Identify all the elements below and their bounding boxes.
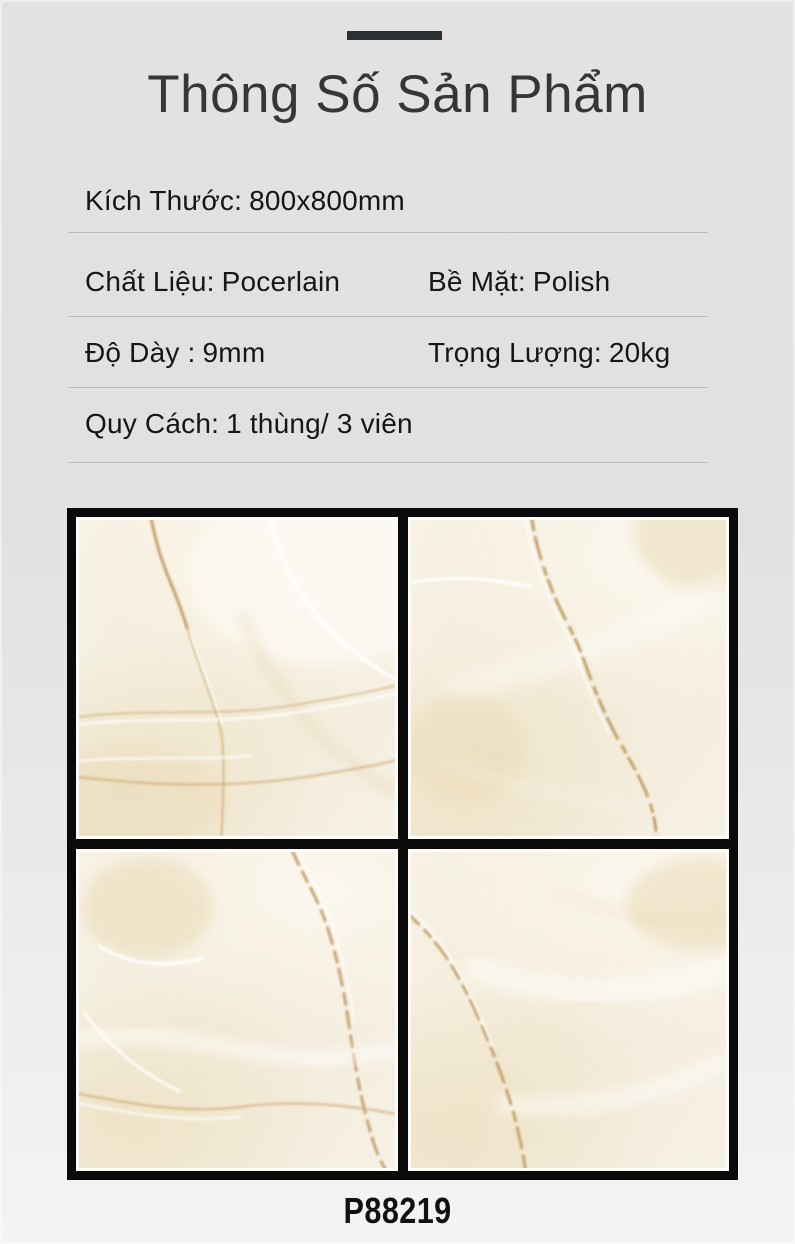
spec-value-thickness: 9mm [202, 337, 266, 368]
divider [68, 387, 708, 388]
spec-label-material: Chất Liệu: [85, 266, 215, 297]
product-code [0, 1190, 795, 1232]
divider [68, 316, 708, 317]
page-title: Thông Số Sản Phẩm [147, 65, 648, 124]
tile-image-top-right [408, 517, 730, 839]
spec-row-surface [428, 265, 610, 299]
product-image-grid [67, 508, 738, 1180]
spec-label-surface: Bề Mặt: [428, 266, 526, 297]
spec-value-surface: Polish [532, 266, 611, 297]
divider [68, 462, 708, 463]
spec-value-weight: 20kg [608, 337, 671, 368]
spec-row-size [85, 184, 405, 218]
spec-row-packing [85, 407, 413, 441]
product-code-text: P88219 [343, 1190, 452, 1231]
spec-label-packing: Quy Cách: [85, 408, 220, 439]
spec-label-size: Kích Thước: [85, 185, 243, 216]
tile-image-bottom-right [408, 849, 730, 1171]
spec-row-weight [428, 336, 670, 370]
spec-label-weight: Trọng Lượng: [428, 337, 602, 368]
tile-image-bottom-left [76, 849, 398, 1171]
spec-row-thickness [85, 336, 265, 370]
spec-value-size: 800x800mm [249, 185, 405, 216]
spec-row-material [85, 265, 340, 299]
divider [68, 232, 708, 233]
spec-value-material: Pocerlain [221, 266, 341, 297]
spec-label-thickness: Độ Dày : [85, 337, 196, 368]
tile-image-top-left [76, 517, 398, 839]
spec-value-packing: 1 thùng/ 3 viên [226, 408, 413, 439]
title-accent-bar [347, 31, 442, 40]
